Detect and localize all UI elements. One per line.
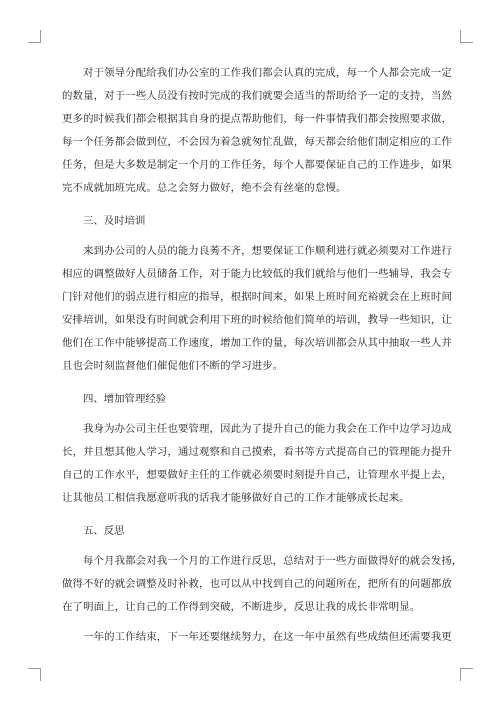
text-line: 自己的工作水平，想要做好主任的工作就必须要时刻提升自己，让管理水平提上去，: [62, 469, 452, 481]
text-line: 安排培训，如果没有时间就会利用下班的时候给他们简单的培训，教导一些知识，让: [62, 314, 452, 326]
section-heading-reflection: 五、反思: [83, 525, 125, 537]
text-line: 我身为办公司主任也要管理，因此为了提升自己的能力我会在工作中边学习边成: [83, 423, 452, 435]
text-line: 门针对他们的弱点进行相应的指导，根据时间来，如果上班时间充裕就会在上班时间: [62, 291, 452, 303]
text-line: 相应的调整做好人员储备工作，对于能力比较低的我们就给与他们一些辅导，我会专: [62, 268, 452, 280]
text-line: 一年的工作结束，下一年还要继续努力，在这一年中虽然有些成绩但还需要我更: [83, 631, 452, 643]
paragraph-management: [62, 418, 452, 510]
text-line: 让其他员工相信我愿意听我的话我才能够做好自己的工作才能够成长起来。: [62, 492, 410, 504]
text-line: 更多的时候我们都会根据其自身的提点帮助他们，每一件事情我们都会按照要求做，: [62, 113, 452, 125]
text-line: 的数量，对于一些人员没有按时完成的我们就要会适当的帮助给予一定的支持，当然: [62, 90, 452, 102]
crop-mark-bottom-right: [460, 668, 473, 681]
crop-mark-top-right: [460, 30, 473, 43]
text-line: 对于领导分配给我们办公室的工作我们都会认真的完成，每一个人都会完成一定: [83, 67, 452, 79]
section-heading-management: 四、增加管理经验: [83, 393, 167, 405]
crop-mark-top-left: [28, 30, 41, 43]
text-line: 长，并且想其他人学习，通过观察和自己摸索，看书等方式提高自己的管理能力提升: [62, 446, 452, 458]
text-line: 他们在工作中能够提高工作速度，增加工作的量，每次培训都会从其中抽取一些人并: [62, 337, 452, 349]
text-line: 任务，但是大多数是制定一个月的工作任务，每个人都要保证自己的工作进步，如果: [62, 159, 452, 171]
text-line: 每一个任务都会做到位，不会因为着急就匆忙乱做，每天都会给他们制定相应的工作: [62, 136, 452, 148]
paragraph-spacer: [62, 619, 440, 626]
text-line: 做得不好的就会调整及时补救，也可以从中找到自己的问题所在，把所有的问题都放: [62, 578, 452, 590]
paragraph-workload: [62, 62, 452, 200]
crop-mark-bottom-left: [28, 668, 41, 681]
document-body: [62, 62, 463, 649]
section-heading-training: 三、及时培训: [83, 215, 146, 227]
text-line: 每个月我都会对我一个月的工作进行反思，总结对于一些方面做得好的就会发扬，: [83, 555, 463, 567]
text-line: 在了明面上，让自己的工作得到突破，不断进步，反思让我的成长非常明显。: [62, 601, 421, 613]
paragraph-reflection: [62, 550, 463, 619]
paragraph-training: [62, 240, 452, 378]
text-line: 来到办公司的人员的能力良莠不齐，想要保证工作顺利进行就必须要对工作进行: [83, 245, 452, 257]
text-line: 完不成就加班完成。总之会努力做好，绝不会有丝毫的怠慢。: [62, 182, 347, 194]
text-line: 且也会时刻监督他们催促他们不断的学习进步。: [62, 360, 284, 372]
paragraph-year-end: [62, 626, 452, 649]
